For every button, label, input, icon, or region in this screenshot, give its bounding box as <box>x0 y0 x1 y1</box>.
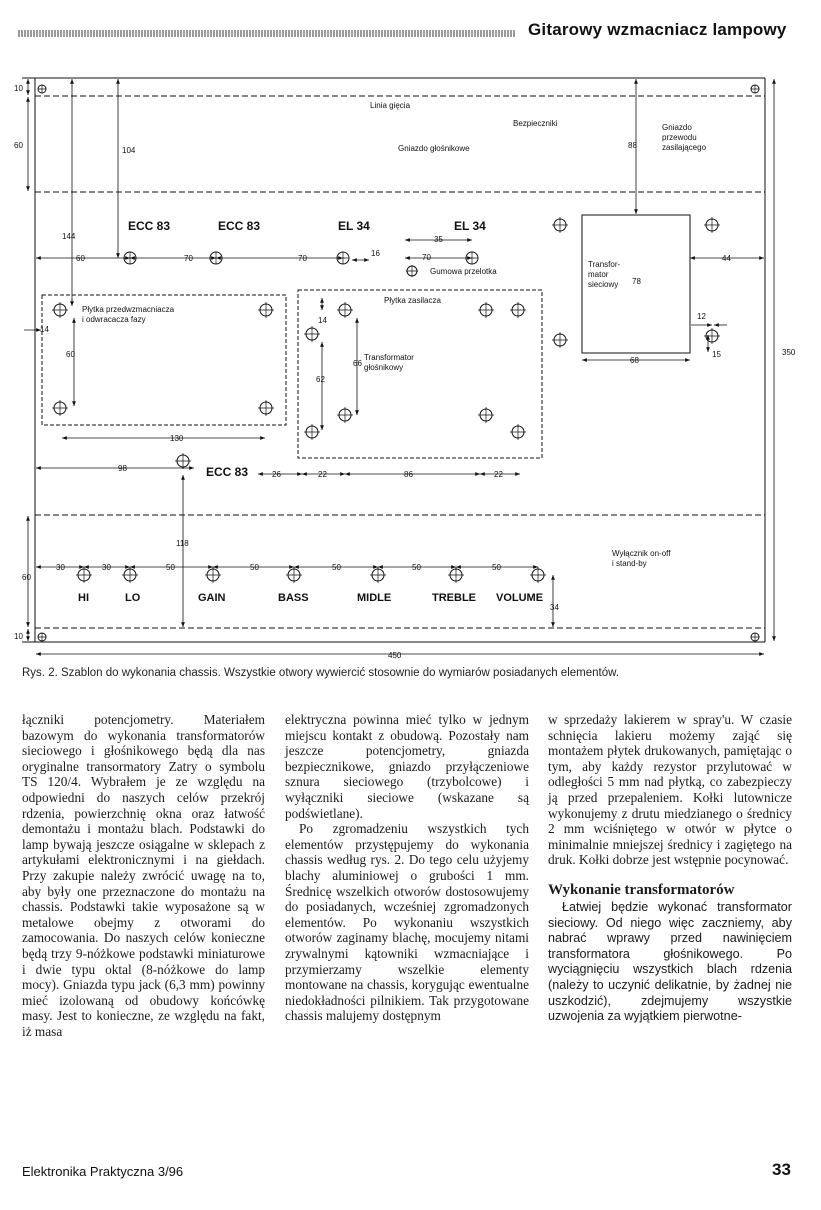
label-switch-2: i stand-by <box>612 559 647 568</box>
knob-label-bass: BASS <box>278 592 309 604</box>
dim-70-a: 70 <box>184 254 193 263</box>
dim-60-board: 60 <box>66 350 75 359</box>
dim-450: 450 <box>388 651 402 660</box>
dim-130: 130 <box>170 434 184 443</box>
label-fuses: Bezpieczniki <box>513 119 558 128</box>
dim-144: 144 <box>62 232 76 241</box>
dim-30-b: 30 <box>102 563 111 572</box>
col3-paragraph-2: Łatwiej będzie wykonać transformator sieciowy. Od niego więc zaczniemy, aby nabrać wprawy przed nawinięciem transformatora głośnikowego. Po wyciągnięciu wszystkich blach rdzenia (należy to uczynić delikatnie, by żadnej nie uszkodzić), zdejmujemy wszystkie uzwojenia za wyjątkiem pierwotne- <box>548 899 792 1024</box>
label-preamp-board-2: i odwracacza fazy <box>82 315 146 324</box>
dim-35: 35 <box>434 235 443 244</box>
text-column-1 <box>22 712 265 1039</box>
dim-50-a: 50 <box>166 563 175 572</box>
col3-paragraph-1: w sprzedaży lakierem w spray'u. W czasie schnięcia lakieru możemy zająć się montażem płytek drukowanych, pamiętając o tym, aby każdy rezystor przylutować w odległości 5 mm nad płytką, co zabezpieczy ją przed przepaleniem. Kołki lutownicze wykonujemy z drutu miedzianego o średnicy 2 mm wciśniętego w otwór w płytce o minimalnie mniejszej średnicy i zagiętego na druk. Kołki dobrze jest wstępnie pocynować. <box>548 712 792 868</box>
dim-60-bottom: 60 <box>22 573 31 582</box>
label-bend-line: Linia gięcia <box>370 101 411 110</box>
knob-label-treble: TREBLE <box>432 592 476 604</box>
knob-label-gain: GAIN <box>198 592 226 604</box>
dim-44: 44 <box>722 254 731 263</box>
dim-50-c: 50 <box>332 563 341 572</box>
col2-paragraph-1: elektryczna powinna mieć tylko w jednym miejscu kontakt z obudową. Pozostały nam jeszcze potencjometry, gniazda bezpiecznikowe, gniazdo przyłączeniowe sznura sieciowego (trzybolcowe) i wyłączniki sieciowe (wskazane są podświetlane). <box>285 712 529 821</box>
tube-label-2: ECC 83 <box>218 219 261 233</box>
dim-68: 68 <box>630 356 639 365</box>
label-transformer-1: Transfor- <box>588 260 621 269</box>
page-header-title: Gitarowy wzmacniacz lampowy <box>528 20 787 39</box>
text-column-3 <box>548 712 792 1025</box>
knob-label-midle: MIDLE <box>357 592 392 604</box>
dim-62: 62 <box>316 375 325 384</box>
label-transformer-2: mator <box>588 270 609 279</box>
label-switch-1: Wyłącznik on-off <box>612 549 671 558</box>
label-power-socket-3: zasilającego <box>662 143 707 152</box>
tube-label-1: ECC 83 <box>128 219 171 233</box>
dim-50-e: 50 <box>492 563 501 572</box>
dim-15: 15 <box>712 350 721 359</box>
section-title: Wykonanie transformatorów <box>548 881 735 898</box>
label-speaker-socket: Gniazdo głośnikowe <box>398 144 470 153</box>
knob-label-hi: HI <box>78 592 89 604</box>
col2-paragraph-2: Po zgromadzeniu wszystkich tych elementów przystępujemy do wykonania chassis według rys. 2. Do tego celu użyjemy blachy aluminiowej o grubości 1 mm. Średnicę wszelkich otworów dostosowujemy do posiadanych, wcześniej zgromadzonych elementów. Po wykonaniu wszystkich otworów zaginamy blachę, mocujemy nitami zrywalnymi kątowniki wzmacniające i przymierzamy wszelkie elementy montowane na chassis, korygując ewentualne niedokładności pilnikiem. Tak przygotowane chassis malujemy dostępnym <box>285 821 529 1024</box>
col1-paragraph: łączniki potencjometry. Materiałem bazowym do wykonania transformatorów sieciowego i głośnikowego będą dla nas oryginalne transormatory Zatry o symbolu TS 120/4. Wybrałem je ze względu na odpowiedni do naszych celów przekrój rdzenia, powierzchnię okna oraz łatwość demontażu i montażu blach. Podstawki do lamp bywają jeszcze osiągalne w sklepach z artykułami elektronicznymi i na giełdach. Przy zakupie należy zwrócić uwagę na to, aby były one przeznaczone do montażu na chassis. Podstawki takie wyposażone są w metalowe obejmy z otworami do zamocowania. Do naszych celów konieczne będą trzy 9-nóżkowe podstawki miniaturowe i dwie typu oktal (8-nóżkowe do lamp mocy). Gniazda typu jack (6,3 mm) powinny mieć izolowaną od obudowy końcówkę masy. Jest to konieczne, ze względu na fakt, iż masa <box>22 712 265 1039</box>
dim-350: 350 <box>782 348 796 357</box>
dim-60-row: 60 <box>76 254 85 263</box>
knob-label-volume: VOLUME <box>496 592 544 604</box>
dim-50-b: 50 <box>250 563 259 572</box>
label-grommet: Gumowa przelotka <box>430 267 497 276</box>
label-power-socket-1: Gniazdo <box>662 123 692 132</box>
dim-86: 86 <box>404 470 413 479</box>
label-preamp-board-1: Płytka przedwzmacniacza <box>82 305 175 314</box>
dim-10-top: 10 <box>14 84 23 93</box>
dim-98: 98 <box>118 464 127 473</box>
dim-12: 12 <box>697 312 706 321</box>
label-output-transformer-2: głośnikowy <box>364 363 404 372</box>
label-output-transformer-1: Transformator <box>364 353 414 362</box>
label-psu-board: Płytka zasilacza <box>384 296 441 305</box>
dim-104: 104 <box>122 146 136 155</box>
footer-journal: Elektronika Praktyczna 3/96 <box>22 1164 184 1179</box>
page-number: 33 <box>772 1160 791 1179</box>
dim-10-bottom: 10 <box>14 632 23 641</box>
dim-88: 88 <box>628 141 637 150</box>
text-column-2 <box>285 712 529 1024</box>
dim-60-top: 60 <box>14 141 23 150</box>
dim-50-d: 50 <box>412 563 421 572</box>
tube-label-5: ECC 83 <box>206 465 249 479</box>
dim-30-a: 30 <box>56 563 65 572</box>
dim-16: 16 <box>371 249 380 258</box>
dim-22-b: 22 <box>494 470 503 479</box>
dim-14-psu: 14 <box>318 316 327 325</box>
chassis-drawing <box>0 60 821 660</box>
dim-70-b: 70 <box>298 254 307 263</box>
knob-label-lo: LO <box>125 592 141 604</box>
dim-14-left: 14 <box>40 325 49 334</box>
label-power-socket-2: przewodu <box>662 133 697 142</box>
dim-26: 26 <box>272 470 281 479</box>
tube-label-4: EL 34 <box>454 219 486 233</box>
dim-34: 34 <box>550 603 559 612</box>
label-transformer-3: sieciowy <box>588 280 619 289</box>
dim-78: 78 <box>632 277 641 286</box>
dim-118: 118 <box>176 539 189 548</box>
dim-70-c: 70 <box>422 253 431 262</box>
figure-caption: Rys. 2. Szablon do wykonania chassis. Wszystkie otwory wywiercić stosownie do wymiarów posiadanych elementów. <box>22 667 619 679</box>
dim-22-a: 22 <box>318 470 327 479</box>
dim-66: 66 <box>353 359 362 368</box>
header-decor-bar <box>18 30 516 37</box>
tube-label-3: EL 34 <box>338 219 370 233</box>
